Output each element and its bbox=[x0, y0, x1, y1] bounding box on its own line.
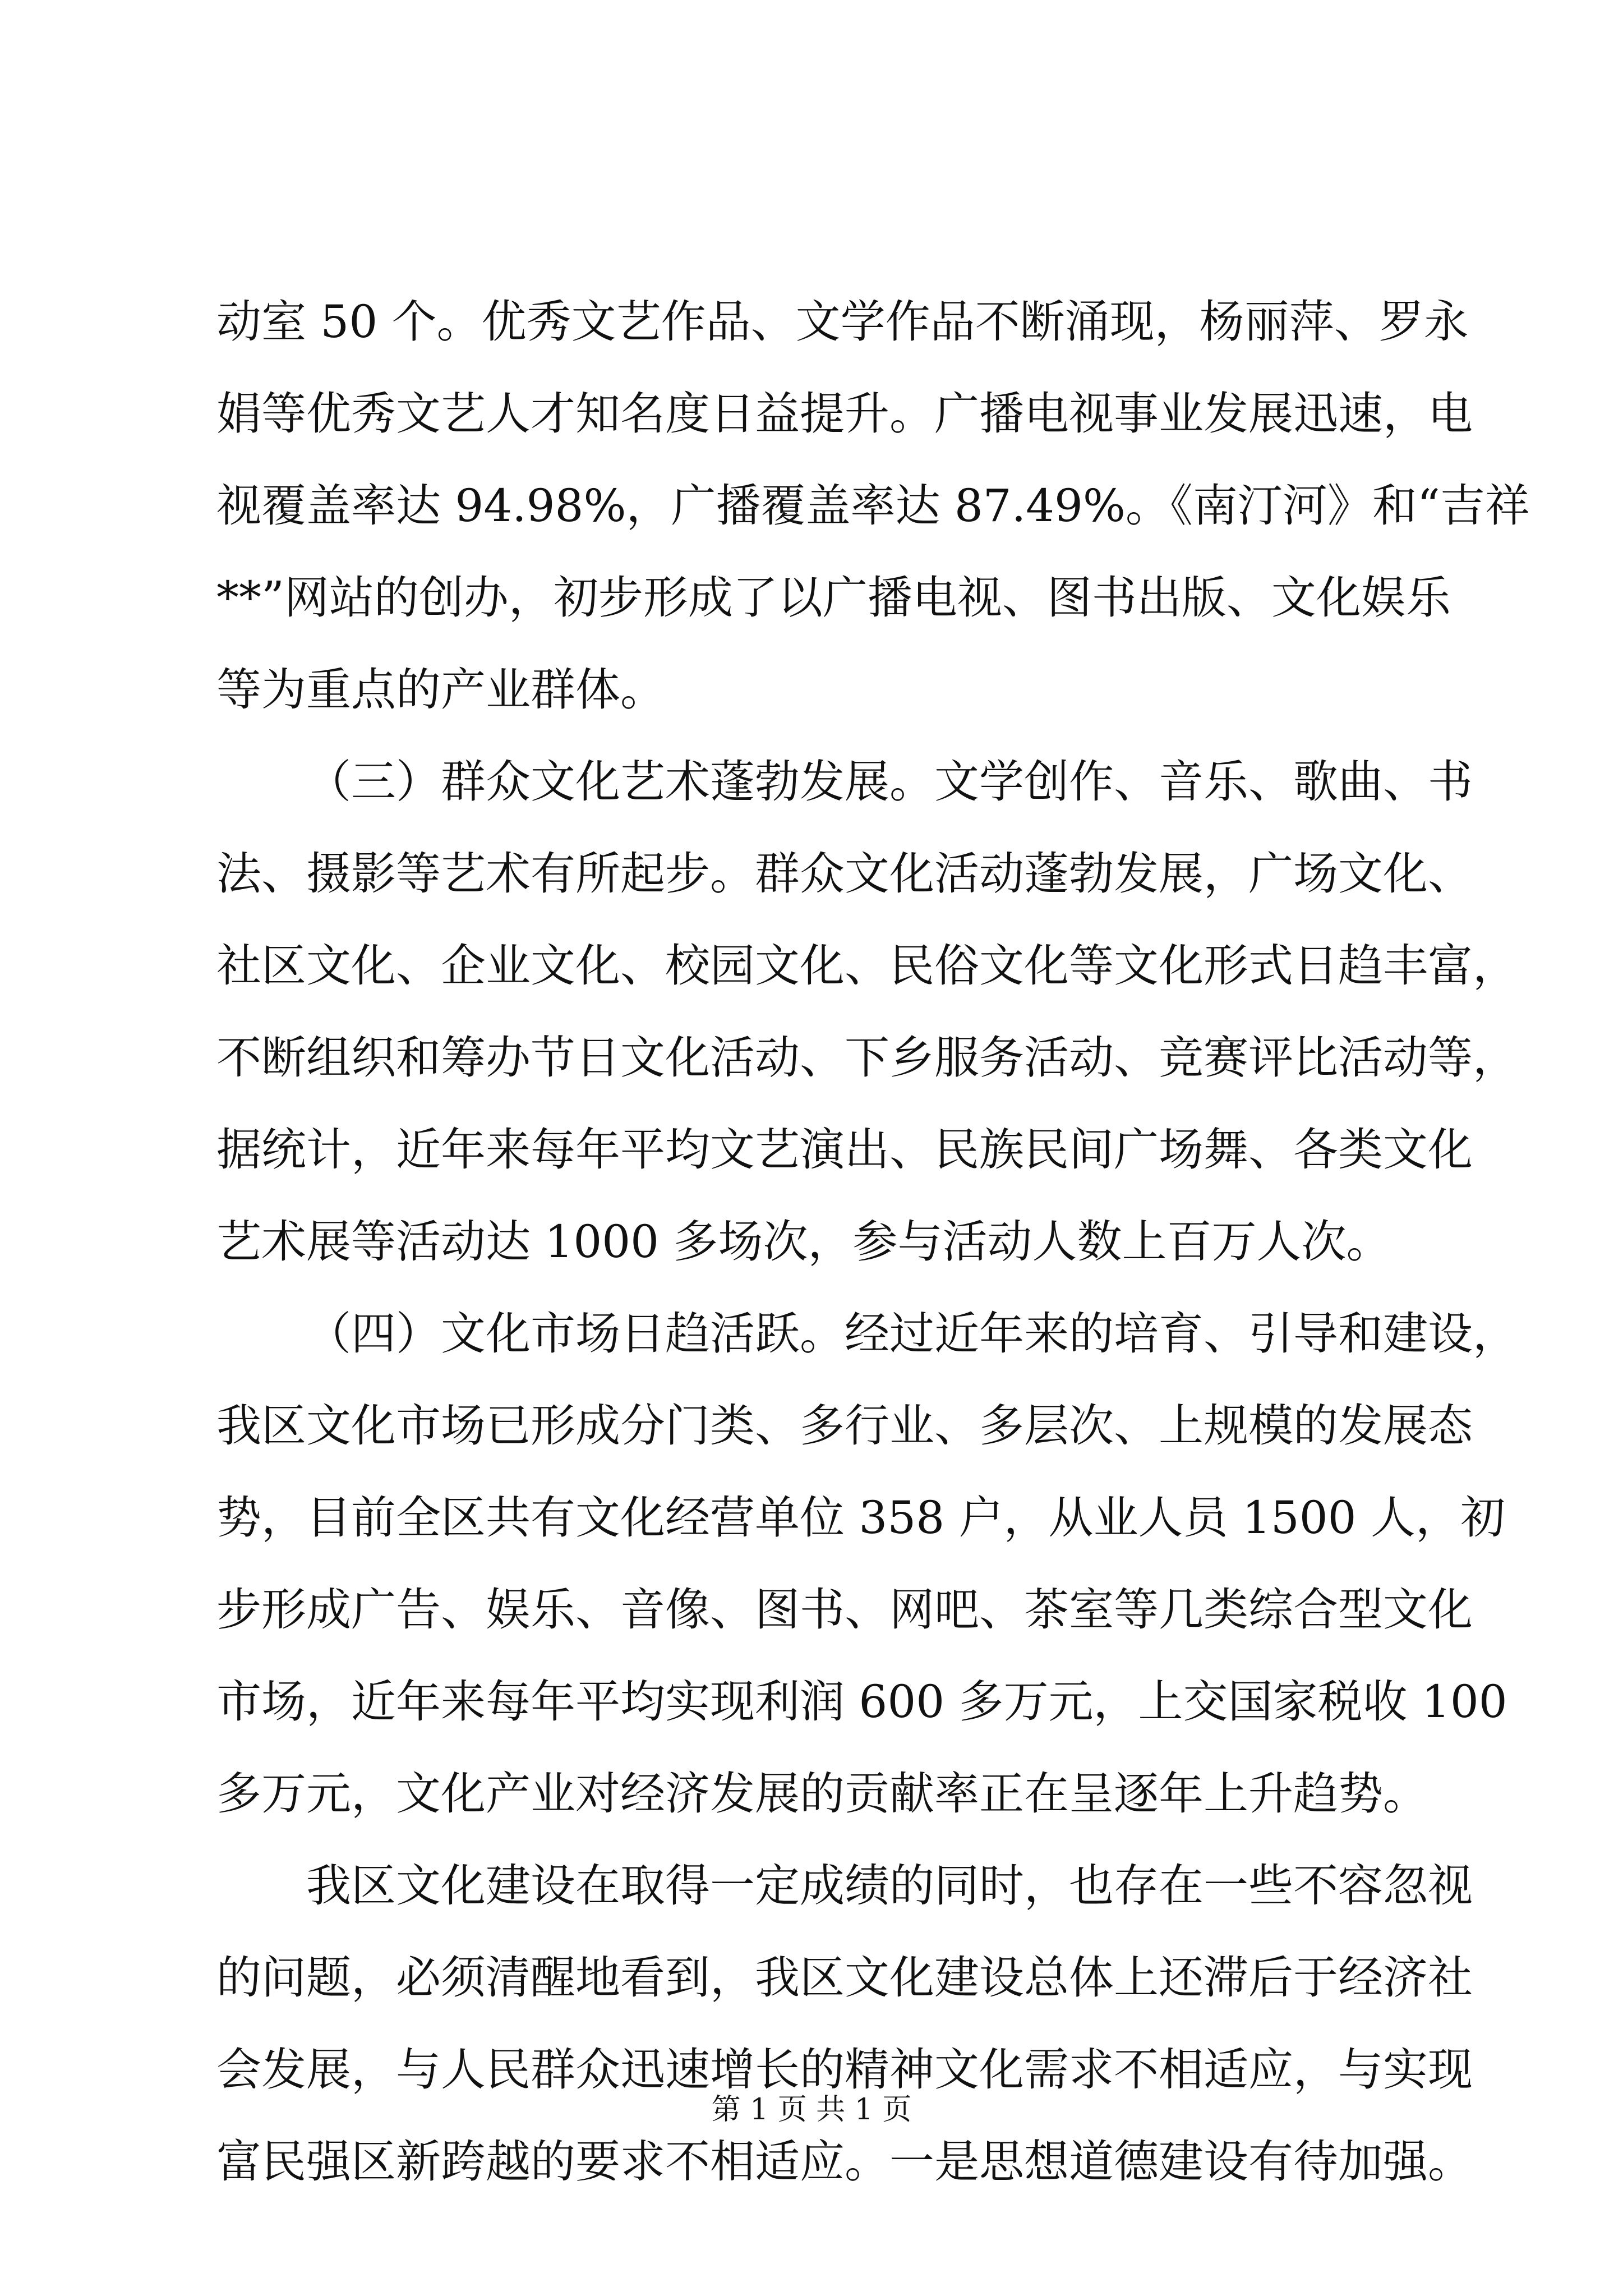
text-line-3: 视覆盖率达 94.98%，广播覆盖率达 87.49%。《南汀河》和“吉祥 bbox=[216, 480, 1530, 532]
text-line-10: 据统计，近年来每年平均文艺演出、民族民间广场舞、各类文化 bbox=[216, 1124, 1473, 1176]
text-line-14: 势，目前全区共有文化经营单位 358 户，从业人员 1500 人，初 bbox=[216, 1492, 1506, 1544]
text-line-21: 富民强区新跨越的要求不相适应。一是思想道德建设有待加强。 bbox=[216, 2136, 1473, 2188]
text-line-12: （四）文化市场日趋活跃。经过近年来的培育、引导和建设， bbox=[306, 1308, 1518, 1360]
text-line-9: 不断组织和筹办节日文化活动、下乡服务活动、竞赛评比活动等， bbox=[216, 1032, 1518, 1084]
text-line-13: 我区文化市场已形成分门类、多行业、多层次、上规模的发展态 bbox=[216, 1400, 1473, 1452]
text-line-4: **”网站的创办，初步形成了以广播电视、图书出版、文化娱乐 bbox=[216, 572, 1451, 624]
text-line-2: 娟等优秀文艺人才知名度日益提升。广播电视事业发展迅速，电 bbox=[216, 388, 1473, 440]
text-line-18: 我区文化建设在取得一定成绩的同时，也存在一些不容忽视 bbox=[306, 1860, 1473, 1912]
text-line-20: 会发展，与人民群众迅速增长的精神文化需求不相适应，与实现 bbox=[216, 2044, 1473, 2096]
body-text bbox=[216, 276, 1530, 2208]
text-line-6: （三）群众文化艺术蓬勃发展。文学创作、音乐、歌曲、书 bbox=[306, 756, 1473, 808]
text-line-17: 多万元，文化产业对经济发展的贡献率正在呈逐年上升趋势。 bbox=[216, 1768, 1428, 1820]
text-line-19: 的问题，必须清醒地看到，我区文化建设总体上还滞后于经济社 bbox=[216, 1952, 1473, 2004]
text-line-15: 步形成广告、娱乐、音像、图书、网吧、茶室等几类综合型文化 bbox=[216, 1584, 1473, 1636]
page-number-footer: 第 1 页 共 1 页 bbox=[711, 2093, 912, 2127]
text-line-11: 艺术展等活动达 1000 多场次，参与活动人数上百万人次。 bbox=[216, 1216, 1391, 1268]
text-line-7: 法、摄影等艺术有所起步。群众文化活动蓬勃发展，广场文化、 bbox=[216, 848, 1473, 900]
text-line-1: 动室 50 个。优秀文艺作品、文学作品不断涌现，杨丽萍、罗永 bbox=[216, 296, 1469, 348]
text-line-5: 等为重点的产业群体。 bbox=[216, 664, 665, 716]
text-line-8: 社区文化、企业文化、校园文化、民俗文化等文化形式日趋丰富， bbox=[216, 940, 1518, 992]
text-line-16: 市场，近年来每年平均实现利润 600 多万元，上交国家税收 100 bbox=[216, 1676, 1507, 1728]
